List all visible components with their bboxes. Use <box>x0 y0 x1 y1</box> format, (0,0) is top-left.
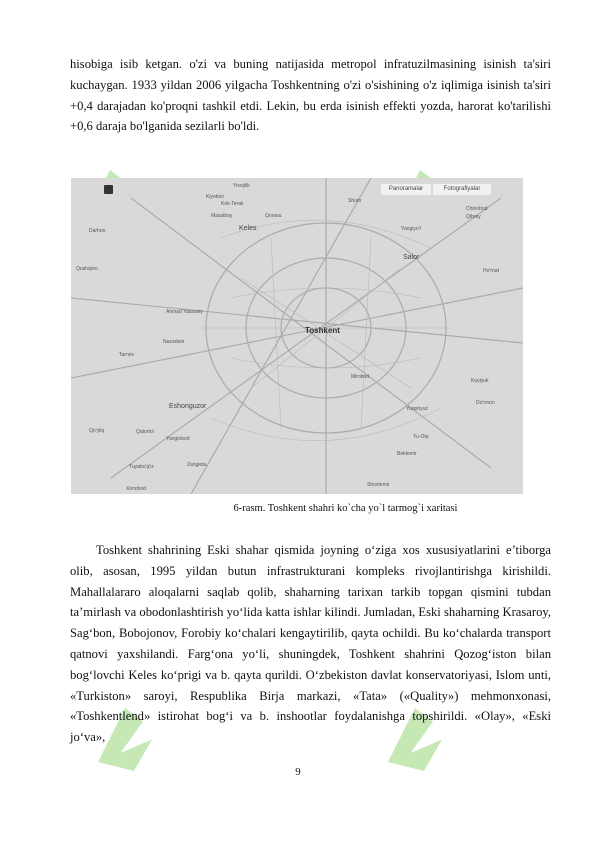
map-label: Ahmad Yassaviy <box>166 309 203 315</box>
map-label: Kiyobon <box>206 194 225 200</box>
paragraph-body: Toshkent shahrining Eski shahar qismida joyning o‘ziga xos xususiyatlarini e’tiborga olib, asosan, 1995 yildan butun infrastrukturani kompleks rivojlantirishga kirishildi. Mahallalararo aloqalarni saqlab qolib, shaharning tarixan tarkib topgan qismini tubdan ta’mirlash va obodonlashtirish yo‘lida katta ishlar kilindi. Jumladan, Eski shaharning Krasaroy, Sag‘bon, Bobojonov, Forobiy ko‘chalari kengaytirilib, qayta ochildi. Bu ko‘chalarda transport qatnovi yaxshilandi. Farg‘ona yo‘li, shuningdek, Toshkent shahrini Qozog‘iston bilan bog‘lovchi Keles ko‘prigi va b. qayta qurildi. O‘zbekiston davlat konservatoriyasi, Islom unti, «Turkiston» saroyi, Respublika Birja markazi, «Tata» («Quality») mehmonxonasi, «Toshkentlend» istirohat bog‘i va b. inshootlar foydalanishga topshirildi. «Olay», «Eski jo‘va», <box>70 543 551 745</box>
map-label: Qibray <box>466 214 481 220</box>
map-label: Qorasu <box>265 213 282 219</box>
map-label: Xonobod <box>126 486 147 492</box>
map-figure <box>71 178 523 494</box>
map-label-district: Eshonguzor <box>169 403 207 410</box>
map-label: Zangiota <box>187 462 207 468</box>
map-label: Yangiobod <box>166 436 190 442</box>
map-label: Yu-Ota <box>413 434 429 440</box>
map-label: Darhon <box>89 228 106 234</box>
map-label: Shoxtemir <box>367 482 390 488</box>
map-label: Qushqoro <box>76 266 98 272</box>
figure-caption: 6-rasm. Toshkent shahri ko`cha yo`l tarmog`i xaritasi <box>233 503 458 514</box>
map-label: Qo'yliq <box>89 428 105 434</box>
map-label: Tuyabo'g'iz <box>129 464 154 470</box>
map-control-icon[interactable] <box>104 185 113 194</box>
page-number: 9 <box>295 766 301 778</box>
map-label: Qatortol <box>136 429 154 435</box>
map-label: Kuylyuk <box>471 378 489 384</box>
map-label-district: Keles <box>239 225 257 232</box>
paragraph-intro: hisobiga isib ketgan. o'zi va buning natijasida metropol infratuzilmasining isinish ta'siri kuchaygan. 1933 yildan 2006 yilgacha Toshkentning o'zi o'sishining o'z iqlimiga isinish ta'siri +0,4 darajadan ko'proqni tashkil etdi. Lekin, bu erda isinish effekti yozda, harorat ko'tarilishi +0,6 daraja bo'lganida sezilarli bo'ldi. <box>70 57 551 134</box>
map-label: Mirobod <box>351 374 370 380</box>
tab-panoramas[interactable]: Panoramalar <box>381 184 431 195</box>
map-label: Yovqilik <box>233 183 250 189</box>
map-label: Nazarbek <box>163 339 185 345</box>
map-label: Tarnov <box>119 352 135 358</box>
map-label: Shuro <box>348 198 362 204</box>
map-label: Bektemir <box>397 451 417 457</box>
map-label: Chinobod <box>466 206 488 212</box>
map-label-city: Toshkent <box>305 326 340 335</box>
map-label: Ho'rnat <box>483 268 499 274</box>
map-label: Masalboy <box>211 213 233 219</box>
map-label: Kok-Terak <box>221 201 244 207</box>
map-label: Yuqoriyuz <box>406 406 428 412</box>
map-label: Do'rmon <box>476 400 495 406</box>
map-label: Yangiyo'l <box>401 226 421 232</box>
map-label-district: Salor <box>403 254 420 261</box>
road-network <box>71 178 523 494</box>
tab-photos[interactable]: Fotografiyalar <box>433 184 491 195</box>
